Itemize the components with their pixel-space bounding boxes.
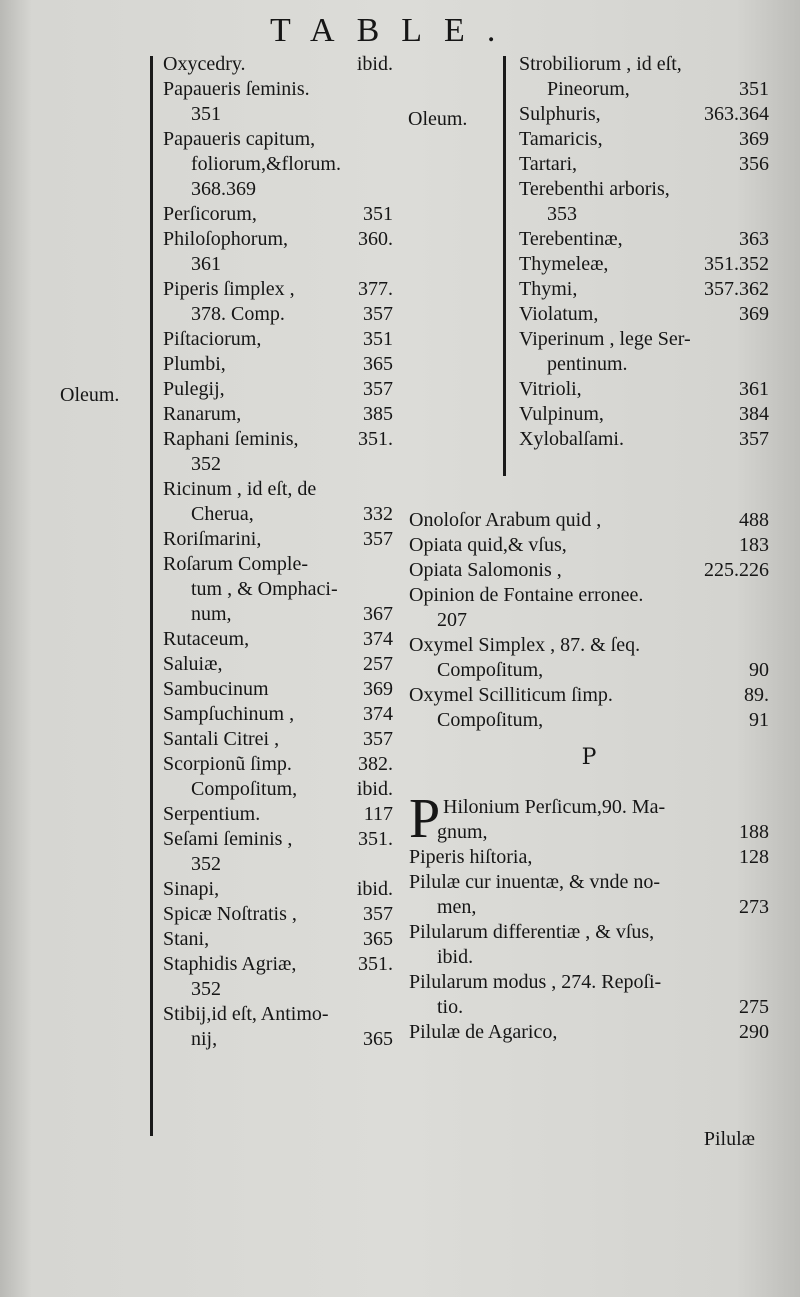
index-entry [163,977,393,1002]
entry-text: Pilulæ de Agarico, [409,1021,558,1043]
p-entry-list [409,820,769,1045]
entry-page-number: 357 [739,428,769,450]
index-entry [519,202,769,227]
index-entry [409,583,769,608]
entry-text: 351 [191,103,221,125]
entry-text: Plumbi, [163,353,226,375]
entry-page-number: 361 [739,378,769,400]
entry-page-number: 90 [749,659,769,681]
o-entry-list [409,508,769,733]
entry-page-number: 369 [739,303,769,325]
index-entry [163,927,393,952]
entry-text: Compoſitum, [437,659,544,681]
index-entry [163,302,393,327]
index-entry [519,427,769,452]
entry-page-number: 351 [363,328,393,350]
index-entry [409,508,769,533]
entry-text: foliorum,&florum. [191,153,341,175]
index-entry [163,502,393,527]
entry-text: men, [437,896,477,918]
entry-page-number: ibid. [356,778,393,800]
index-entry [163,902,393,927]
entry-page-number: 384 [739,403,769,425]
entry-page-number: 365 [363,353,393,375]
entry-page-number: 332 [363,503,393,525]
entry-text: Scorpionũ ſimp. [163,753,292,775]
entry-page-number: 357 [363,728,393,750]
left-bracket [150,56,153,1136]
index-entry [163,127,393,152]
right-column [409,52,769,1045]
index-entry [409,658,769,683]
entry-text: Piperis hiſtoria, [409,846,533,868]
right-oleum-label: Oleum. [408,108,468,130]
index-entry [163,227,393,252]
entry-page-number: 351 [363,203,393,225]
index-entry [163,377,393,402]
entry-text: Thymi, [519,278,578,300]
entry-text: tum , & Omphaci- [191,578,338,600]
right-oleum-list [519,52,769,452]
index-entry [163,702,393,727]
index-entry [163,277,393,302]
index-entry [163,1027,393,1052]
entry-text: Rutaceum, [163,628,250,650]
entry-text: 352 [191,853,221,875]
index-entry [409,845,769,870]
entry-page-number: 488 [739,509,769,531]
entry-text: Vitrioli, [519,378,582,400]
entry-page-number: 290 [739,1021,769,1043]
entry-text: Raphani ſeminis, [163,428,299,450]
index-entry [409,608,769,633]
entry-text: 378. Comp. [191,303,285,325]
entry-text: Pulegij, [163,378,225,400]
index-entry [409,995,769,1020]
entry-text: Opiata quid,& vſus, [409,534,567,556]
left-oleum-label: Oleum. [60,384,120,406]
index-entry [409,945,769,970]
index-entry [519,302,769,327]
entry-text: Sampſuchinum , [163,703,295,725]
index-entry [163,177,393,202]
index-entry [409,970,769,995]
index-entry [163,202,393,227]
entry-page-number: 351. [358,428,393,450]
entry-page-number: 382. [358,753,393,775]
index-entry [163,452,393,477]
entry-text: Compoſitum, [191,778,298,800]
index-entry [409,683,769,708]
index-entry [163,152,393,177]
index-entry [163,252,393,277]
index-entry [519,327,769,352]
left-entry-list [163,52,393,1052]
entry-text: Tamaricis, [519,128,603,150]
index-entry [409,1020,769,1045]
entry-page-number: 369 [739,128,769,150]
index-entry [519,152,769,177]
entry-page-number: 385 [363,403,393,425]
entry-text: Piperis ſimplex , [163,278,295,300]
entry-text: 352 [191,453,221,475]
page-title: TABLE. [270,12,518,49]
index-entry [163,552,393,577]
index-entry [163,477,393,502]
entry-page-number: 273 [739,896,769,918]
index-entry [163,327,393,352]
entry-text: ibid. [437,946,474,968]
catchword: Pilulæ [703,1128,755,1150]
entry-text: Seſami ſeminis , [163,828,293,850]
entry-text: 353 [547,203,577,225]
index-entry [409,633,769,658]
entry-page-number: 357.362 [704,278,769,300]
entry-text: Opiata Salomonis , [409,559,562,581]
index-entry [163,102,393,127]
index-entry [409,558,769,583]
entry-page-number: 363.364 [704,103,769,125]
entry-text: Saluiæ, [163,653,223,675]
entry-text: Pilularum differentiæ , & vſus, [409,921,655,943]
entry-text: Oxymel Scilliticum ſimp. [409,684,613,706]
entry-text: Stibij,id eſt, Antimo- [163,1003,329,1025]
entry-text: Philoſophorum, [163,228,289,250]
entry-text: Terebenthi arboris, [519,178,670,200]
index-entry [409,920,769,945]
index-entry [519,277,769,302]
entry-text: 368.369 [191,178,256,200]
index-entry [163,352,393,377]
index-entry [409,533,769,558]
dropcap-rest: Hilonium Perſicum,90. Ma- [443,796,666,818]
index-entry [519,227,769,252]
index-entry [519,352,769,377]
index-entry [163,402,393,427]
entry-page-number: 363 [739,228,769,250]
index-entry [519,102,769,127]
index-entry [519,377,769,402]
entry-text: Spicæ Noſtratis , [163,903,297,925]
entry-text: Oxymel Simplex , 87. & ſeq. [409,634,641,656]
entry-page-number: 351. [358,953,393,975]
entry-text: 207 [437,609,467,631]
entry-text: nij, [191,1028,218,1050]
index-entry [163,727,393,752]
index-entry [163,827,393,852]
index-entry [163,752,393,777]
index-entry [163,577,393,602]
entry-page-number: 351 [739,78,769,100]
entry-text: Onoloſor Arabum quid , [409,509,602,531]
index-entry [409,820,769,845]
entry-text: 361 [191,253,221,275]
entry-text: Ranarum, [163,403,242,425]
entry-page-number: 188 [739,821,769,843]
entry-text: Santali Citrei , [163,728,280,750]
left-column [163,52,393,1052]
index-entry [163,952,393,977]
entry-text: Sinapi, [163,878,220,900]
entry-page-number: 360. [358,228,393,250]
entry-text: Opinion de Fontaine erronee. [409,584,644,606]
entry-text: Strobiliorum , id eſt, [519,53,682,75]
entry-text: Ricinum , id eſt, de [163,478,317,500]
entry-text: Terebentinæ, [519,228,623,250]
entry-page-number: 128 [739,846,769,868]
index-entry [519,252,769,277]
index-entry [163,677,393,702]
index-entry [163,77,393,102]
entry-page-number: ibid. [356,53,393,75]
index-entry [163,52,393,77]
index-entry [163,802,393,827]
index-entry [163,777,393,802]
index-entry [163,527,393,552]
index-entry [409,895,769,920]
dropcap-letter: P [409,788,441,850]
index-entry [163,652,393,677]
entry-page-number: 275 [739,996,769,1018]
index-entry [163,427,393,452]
entry-text: Perſicorum, [163,203,257,225]
entry-page-number: 357 [363,303,393,325]
entry-text: Sambucinum [163,678,269,700]
entry-text: Pineorum, [547,78,630,100]
index-entry [409,708,769,733]
entry-page-number: 374 [363,703,393,725]
entry-page-number: 117 [363,803,393,825]
entry-page-number: 365 [363,1028,393,1050]
entry-text: Pilularum modus , 274. Repoſi- [409,971,662,993]
index-entry [519,177,769,202]
entry-page-number: 377. [358,278,393,300]
entry-text: Papaueris capitum, [163,128,316,150]
entry-text: Vulpinum, [519,403,604,425]
index-entry [163,627,393,652]
entry-page-number: 351. [358,828,393,850]
entry-text: Piſtaciorum, [163,328,262,350]
entry-text: Tartari, [519,153,578,175]
index-entry [163,1002,393,1027]
entry-text: Serpentium. [163,803,261,825]
entry-page-number: 257 [363,653,393,675]
entry-text: Sulphuris, [519,103,601,125]
entry-page-number: 91 [749,709,769,731]
entry-text: num, [191,603,232,625]
entry-page-number: 357 [363,528,393,550]
entry-text: Thymeleæ, [519,253,609,275]
entry-text: Papaueris ſeminis. [163,78,310,100]
entry-text: tio. [437,996,464,1018]
entry-page-number: 351.352 [704,253,769,275]
entry-text: 352 [191,978,221,1000]
entry-text: Stani, [163,928,210,950]
index-entry [519,402,769,427]
entry-text: gnum, [437,821,488,843]
entry-text: Pilulæ cur inuentæ, & vnde no- [409,871,661,893]
entry-text: Compoſitum, [437,709,544,731]
entry-text: Roriſmarini, [163,528,262,550]
index-entry [163,877,393,902]
entry-text: Roſarum Comple- [163,553,308,575]
entry-page-number: 357 [363,378,393,400]
entry-page-number: ibid. [356,878,393,900]
index-entry [163,852,393,877]
entry-text: Viperinum , lege Ser- [519,328,691,350]
entry-page-number: 369 [363,678,393,700]
entry-text: pentinum. [547,353,628,375]
entry-text: Xylobalſami. [519,428,624,450]
entry-page-number: 367 [363,603,393,625]
entry-page-number: 357 [363,903,393,925]
entry-text: Oxycedry. [163,53,246,75]
entry-page-number: 374 [363,628,393,650]
index-entry [519,52,769,77]
entry-text: Staphidis Agriæ, [163,953,297,975]
entry-text: Cherua, [191,503,254,525]
index-entry [409,870,769,895]
entry-page-number: 183 [739,534,769,556]
section-letter: P [581,745,597,770]
entry-page-number: 356 [739,153,769,175]
index-entry [163,602,393,627]
index-entry [519,127,769,152]
entry-page-number: 89. [744,684,769,706]
entry-text: Violatum, [519,303,599,325]
entry-page-number: 365 [363,928,393,950]
index-entry [519,77,769,102]
entry-page-number: 225.226 [704,559,769,581]
